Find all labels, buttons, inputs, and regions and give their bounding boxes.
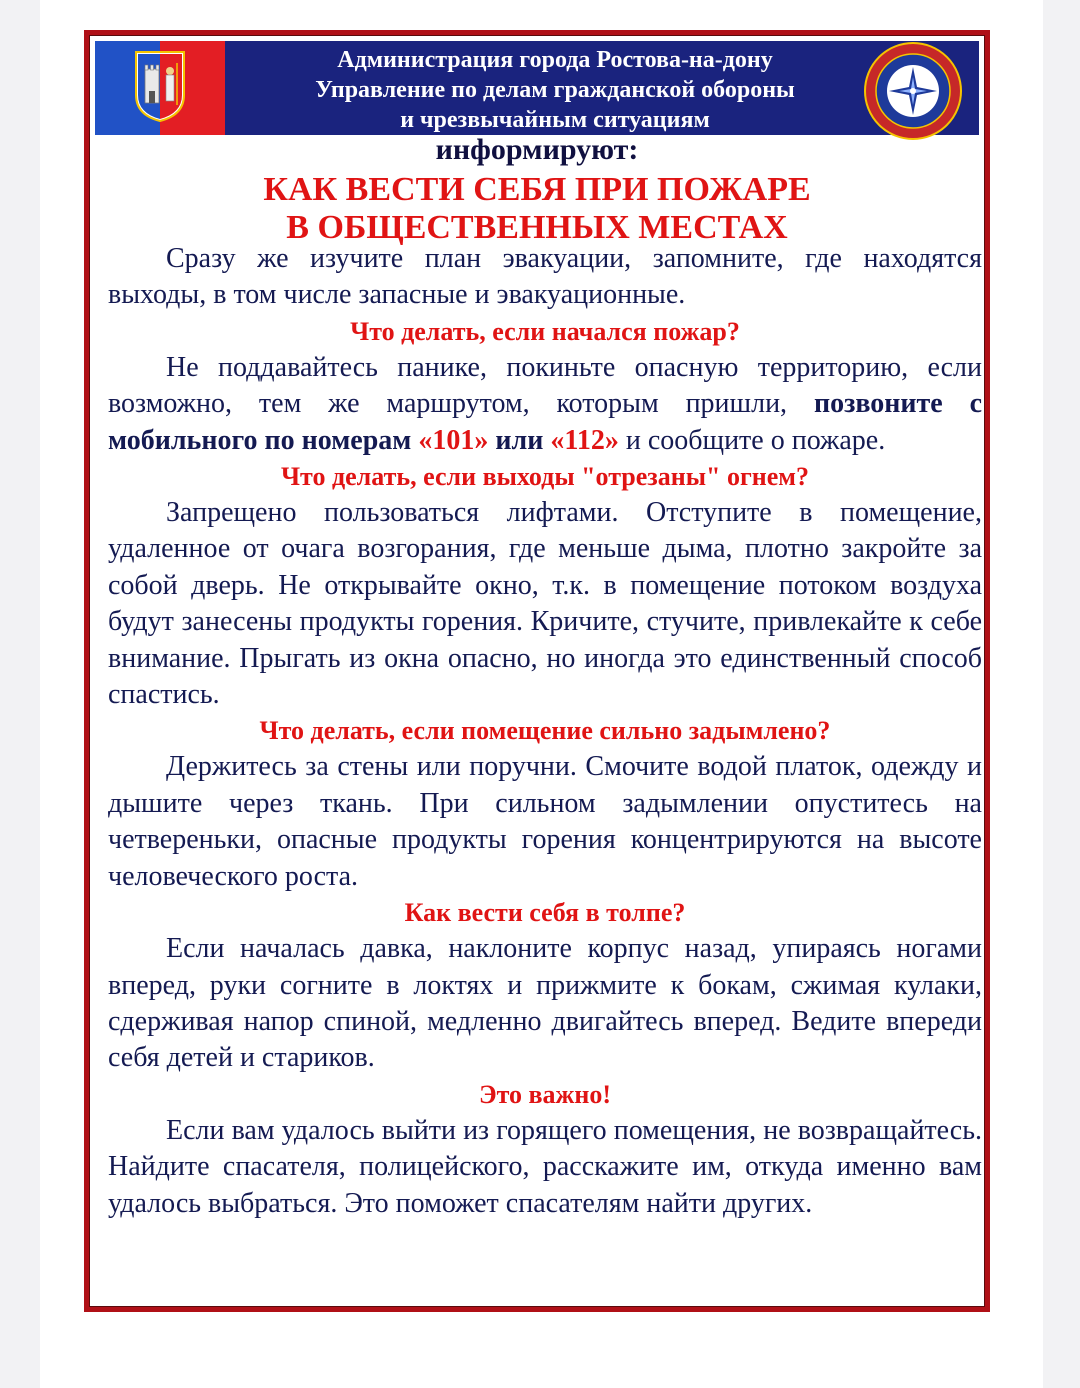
- poster-title: [89, 171, 985, 247]
- section-heading-crowd: Как вести себя в толпе?: [404, 898, 686, 928]
- section-heading-exits-cut-off: Что делать, если выходы "отрезаны" огнем?: [280, 462, 810, 492]
- poster-body: [108, 241, 982, 1222]
- title-line-2: В ОБЩЕСТВЕННЫХ МЕСТАХ: [286, 209, 788, 246]
- or-word: или: [488, 424, 551, 456]
- section-heading-fire-started: Что делать, если начался пожар?: [350, 316, 740, 346]
- call-instruction: позвоните с мобильного по номерам: [108, 388, 982, 456]
- header-line-3: и чрезвычайным ситуациям: [400, 107, 710, 133]
- coat-of-arms-icon: [133, 49, 187, 123]
- text-fragment: Не поддавайтесь панике, покиньте опасную территорию, если возможно, тем же маршрутом, которым пришли,: [108, 351, 982, 420]
- section-text-important: Если вам удалось выйти из горящего помещения, не возвращайтесь. Найдите спасателя, полицейского, расскажите им, откуда именно вам удалось выбраться. Это поможет спасателям найти других.: [108, 1114, 982, 1219]
- header-line-1: Администрация города Ростова-на-дону: [337, 47, 773, 73]
- text-fragment: и сообщите о пожаре.: [618, 424, 886, 456]
- city-flag: [95, 41, 225, 135]
- gochs-emblem-icon: [863, 41, 963, 141]
- header-title: [245, 45, 865, 135]
- header-banner: [95, 41, 979, 135]
- section-text-fire-started: [108, 350, 982, 459]
- section-text-smoke: Держитесь за стены или поручни. Смочите водой платок, одежду и дышите через ткань. При сильном задымлении опуститесь на четвереньки, опасные продукты горения концентрируются на высоте человеческого роста.: [108, 751, 982, 892]
- informs-label: информируют:: [435, 133, 639, 166]
- section-text-crowd: Если началась давка, наклоните корпус назад, упираясь ногами вперед, руки согните в локтях и прижмите к бокам, сжимая кулаки, сдерживая напор спиной, медленно двигайтесь вперед. Ведите впереди себя детей и стариков.: [108, 933, 982, 1074]
- intro-paragraph: Сразу же изучите план эвакуации, запомните, где находятся выходы, в том числе запасные и эвакуационные.: [108, 243, 982, 311]
- header-line-2: Управление по делам гражданской обороны: [315, 77, 795, 103]
- title-line-1: КАК ВЕСТИ СЕБЯ ПРИ ПОЖАРЕ: [263, 171, 811, 208]
- section-heading-important: Это важно!: [478, 1079, 612, 1109]
- section-text-exits-cut-off: Запрещено пользоваться лифтами. Отступите в помещение, удаленное от очага возгорания, где меньше дыма, плотно закройте за собой дверь. Не открывайте окно, т.к. в помещение потоком воздуха будут занесены продукты горения. Кричите, стучите, привлекайте к себе внимание. Прыгать из окна опасно, но иногда это единственный способ спастись.: [108, 497, 982, 711]
- poster-frame: [84, 30, 990, 1312]
- phone-number-112: «112»: [550, 424, 619, 456]
- section-heading-smoke: Что делать, если помещение сильно задымлено?: [259, 716, 831, 746]
- phone-number-101: «101»: [418, 424, 489, 456]
